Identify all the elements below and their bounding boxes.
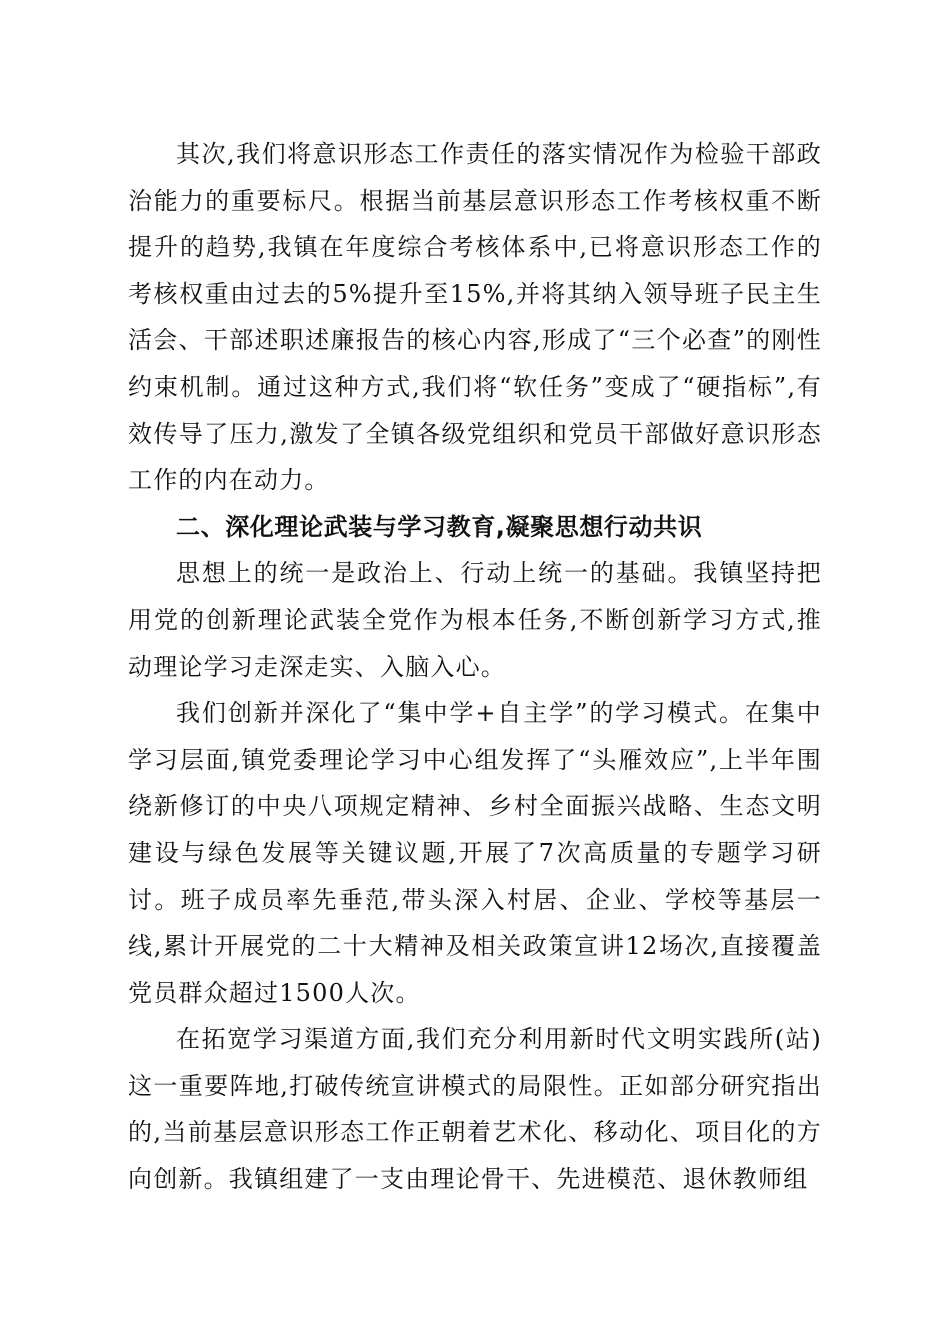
paragraph-learning-mode: 我们创新并深化了“集中学+自主学”的学习模式。在集中学习层面,镇党委理论学习中心组发挥了“头雁效应”,上半年围绕新修订的中央八项规定精神、乡村全面振兴战略、生态文明建设与绿色发展等关键议题,开展了7次高质量的专题学习研讨。班子成员率先垂范,带头深入村居、企业、学校等基层一线,累计开展党的二十大精神及相关政策宣讲12场次,直接覆盖党员群众超过1500人次。 [128, 699, 822, 1007]
document-body [128, 131, 822, 1203]
paragraph-learning-channels: 在拓宽学习渠道方面,我们充分利用新时代文明实践所(站)这一重要阵地,打破传统宣讲模式的局限性。正如部分研究指出的,当前基层意识形态工作正朝着艺术化、移动化、项目化的方向创新。我镇组建了一支由理论骨干、先进模范、退休教师组 [128, 1025, 822, 1194]
paragraph-thought-unity: 思想上的统一是政治上、行动上统一的基础。我镇坚持把用党的创新理论武装全党作为根本任务,不断创新学习方式,推动理论学习走深走实、入脑入心。 [128, 559, 822, 681]
paragraph-assessment-weight: 其次,我们将意识形态工作责任的落实情况作为检验干部政治能力的重要标尺。根据当前基层意识形态工作考核权重不断提升的趋势,我镇在年度综合考核体系中,已将意识形态工作的考核权重由过去的5%提升至15%,并将其纳入领导班子民主生活会、干部述职述廉报告的核心内容,形成了“三个必查”的刚性约束机制。通过这种方式,我们将“软任务”变成了“硬指标”,有效传导了压力,激发了全镇各级党组织和党员干部做好意识形态工作的内在动力。 [128, 140, 822, 495]
section-heading-2: 二、深化理论武装与学习教育,凝聚思想行动共识 [176, 512, 703, 541]
